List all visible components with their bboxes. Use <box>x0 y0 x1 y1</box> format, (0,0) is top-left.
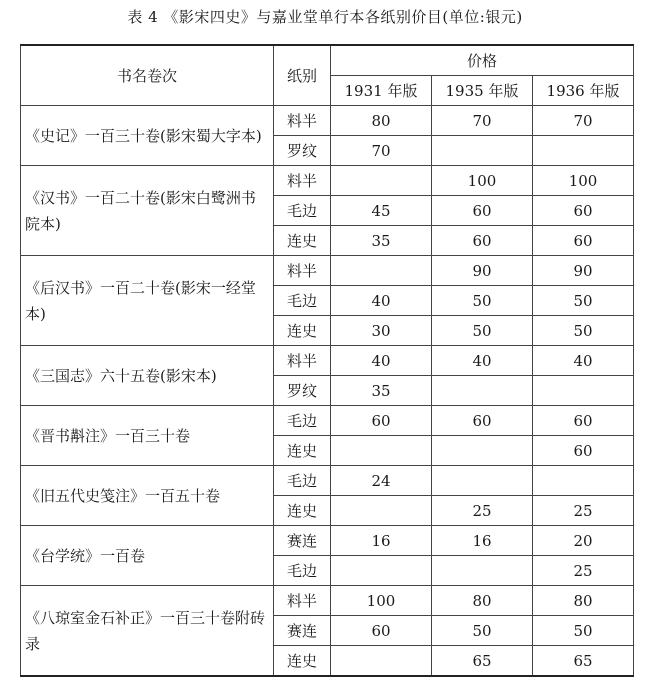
table-row <box>21 466 634 496</box>
price-cell: 60 <box>331 616 432 646</box>
table-row <box>21 346 634 376</box>
price-cell <box>331 646 432 677</box>
paper-type-cell: 料半 <box>274 256 331 286</box>
price-cell <box>432 556 533 586</box>
header-year-1931: 1931 年版 <box>331 76 432 106</box>
price-cell <box>533 376 634 406</box>
paper-type-cell: 赛连 <box>274 526 331 556</box>
paper-type-cell: 毛边 <box>274 286 331 316</box>
price-cell: 24 <box>331 466 432 496</box>
price-cell: 20 <box>533 526 634 556</box>
header-year-1935: 1935 年版 <box>432 76 533 106</box>
price-cell: 60 <box>533 196 634 226</box>
price-cell <box>331 556 432 586</box>
price-cell: 60 <box>533 226 634 256</box>
paper-type-cell: 料半 <box>274 586 331 616</box>
book-title-cell: 《汉书》一百二十卷(影宋白鹭洲书院本) <box>21 166 274 256</box>
price-cell: 90 <box>432 256 533 286</box>
book-title-cell: 《八琼室金石补正》一百三十卷附砖录 <box>21 586 274 677</box>
book-title-cell: 《晋书斠注》一百三十卷 <box>21 406 274 466</box>
paper-type-cell: 毛边 <box>274 406 331 436</box>
table-row <box>21 586 634 616</box>
paper-type-cell: 料半 <box>274 106 331 136</box>
price-table <box>20 44 634 677</box>
book-title-cell: 《三国志》六十五卷(影宋本) <box>21 346 274 406</box>
price-cell: 70 <box>533 106 634 136</box>
header-price: 价格 <box>331 45 634 76</box>
price-cell: 50 <box>432 316 533 346</box>
price-cell: 70 <box>331 136 432 166</box>
price-cell: 25 <box>533 556 634 586</box>
price-cell <box>331 166 432 196</box>
book-title-cell: 《后汉书》一百二十卷(影宋一经堂本) <box>21 256 274 346</box>
price-cell: 40 <box>432 346 533 376</box>
table-row <box>21 256 634 286</box>
paper-type-cell: 赛连 <box>274 616 331 646</box>
header-book-title: 书名卷次 <box>21 45 274 106</box>
header-paper-type: 纸别 <box>274 45 331 106</box>
table-row <box>21 526 634 556</box>
paper-type-cell: 连史 <box>274 436 331 466</box>
price-cell: 45 <box>331 196 432 226</box>
price-cell: 80 <box>533 586 634 616</box>
table-row <box>21 166 634 196</box>
price-cell: 65 <box>432 646 533 677</box>
paper-type-cell: 毛边 <box>274 466 331 496</box>
price-cell: 90 <box>533 256 634 286</box>
paper-type-cell: 连史 <box>274 316 331 346</box>
price-cell: 60 <box>533 406 634 436</box>
header-year-1936: 1936 年版 <box>533 76 634 106</box>
price-cell <box>533 466 634 496</box>
price-cell: 40 <box>331 286 432 316</box>
price-cell: 50 <box>533 616 634 646</box>
price-cell: 50 <box>533 286 634 316</box>
price-cell: 25 <box>432 496 533 526</box>
price-cell <box>533 136 634 166</box>
book-title-cell: 《台学统》一百卷 <box>21 526 274 586</box>
paper-type-cell: 连史 <box>274 226 331 256</box>
price-cell <box>331 256 432 286</box>
price-cell <box>331 496 432 526</box>
price-cell: 65 <box>533 646 634 677</box>
paper-type-cell: 毛边 <box>274 196 331 226</box>
price-cell: 16 <box>432 526 533 556</box>
table-caption: 表 4 《影宋四史》与嘉业堂单行本各纸别价目(单位:银元) <box>127 8 523 26</box>
price-cell: 50 <box>432 616 533 646</box>
table-body <box>21 106 634 677</box>
book-title-cell: 《史记》一百三十卷(影宋蜀大字本) <box>21 106 274 166</box>
price-cell: 80 <box>331 106 432 136</box>
price-cell: 100 <box>533 166 634 196</box>
paper-type-cell: 罗纹 <box>274 136 331 166</box>
paper-type-cell: 罗纹 <box>274 376 331 406</box>
price-cell <box>432 466 533 496</box>
paper-type-cell: 料半 <box>274 166 331 196</box>
price-cell <box>331 436 432 466</box>
paper-type-cell: 料半 <box>274 346 331 376</box>
price-cell: 50 <box>432 286 533 316</box>
price-cell: 40 <box>533 346 634 376</box>
price-cell: 80 <box>432 586 533 616</box>
price-cell: 16 <box>331 526 432 556</box>
price-cell: 70 <box>432 106 533 136</box>
price-cell: 60 <box>533 436 634 466</box>
price-cell: 60 <box>331 406 432 436</box>
price-cell: 40 <box>331 346 432 376</box>
price-cell <box>432 136 533 166</box>
paper-type-cell: 连史 <box>274 496 331 526</box>
table-row <box>21 406 634 436</box>
price-cell: 25 <box>533 496 634 526</box>
price-cell: 100 <box>432 166 533 196</box>
price-cell: 35 <box>331 226 432 256</box>
price-cell: 100 <box>331 586 432 616</box>
paper-type-cell: 连史 <box>274 646 331 677</box>
price-cell <box>432 376 533 406</box>
paper-type-cell: 毛边 <box>274 556 331 586</box>
book-title-cell: 《旧五代史笺注》一百五十卷 <box>21 466 274 526</box>
price-cell <box>432 436 533 466</box>
price-cell: 60 <box>432 406 533 436</box>
price-cell: 60 <box>432 196 533 226</box>
price-cell: 30 <box>331 316 432 346</box>
price-cell: 60 <box>432 226 533 256</box>
price-cell: 50 <box>533 316 634 346</box>
price-cell: 35 <box>331 376 432 406</box>
table-row <box>21 106 634 136</box>
